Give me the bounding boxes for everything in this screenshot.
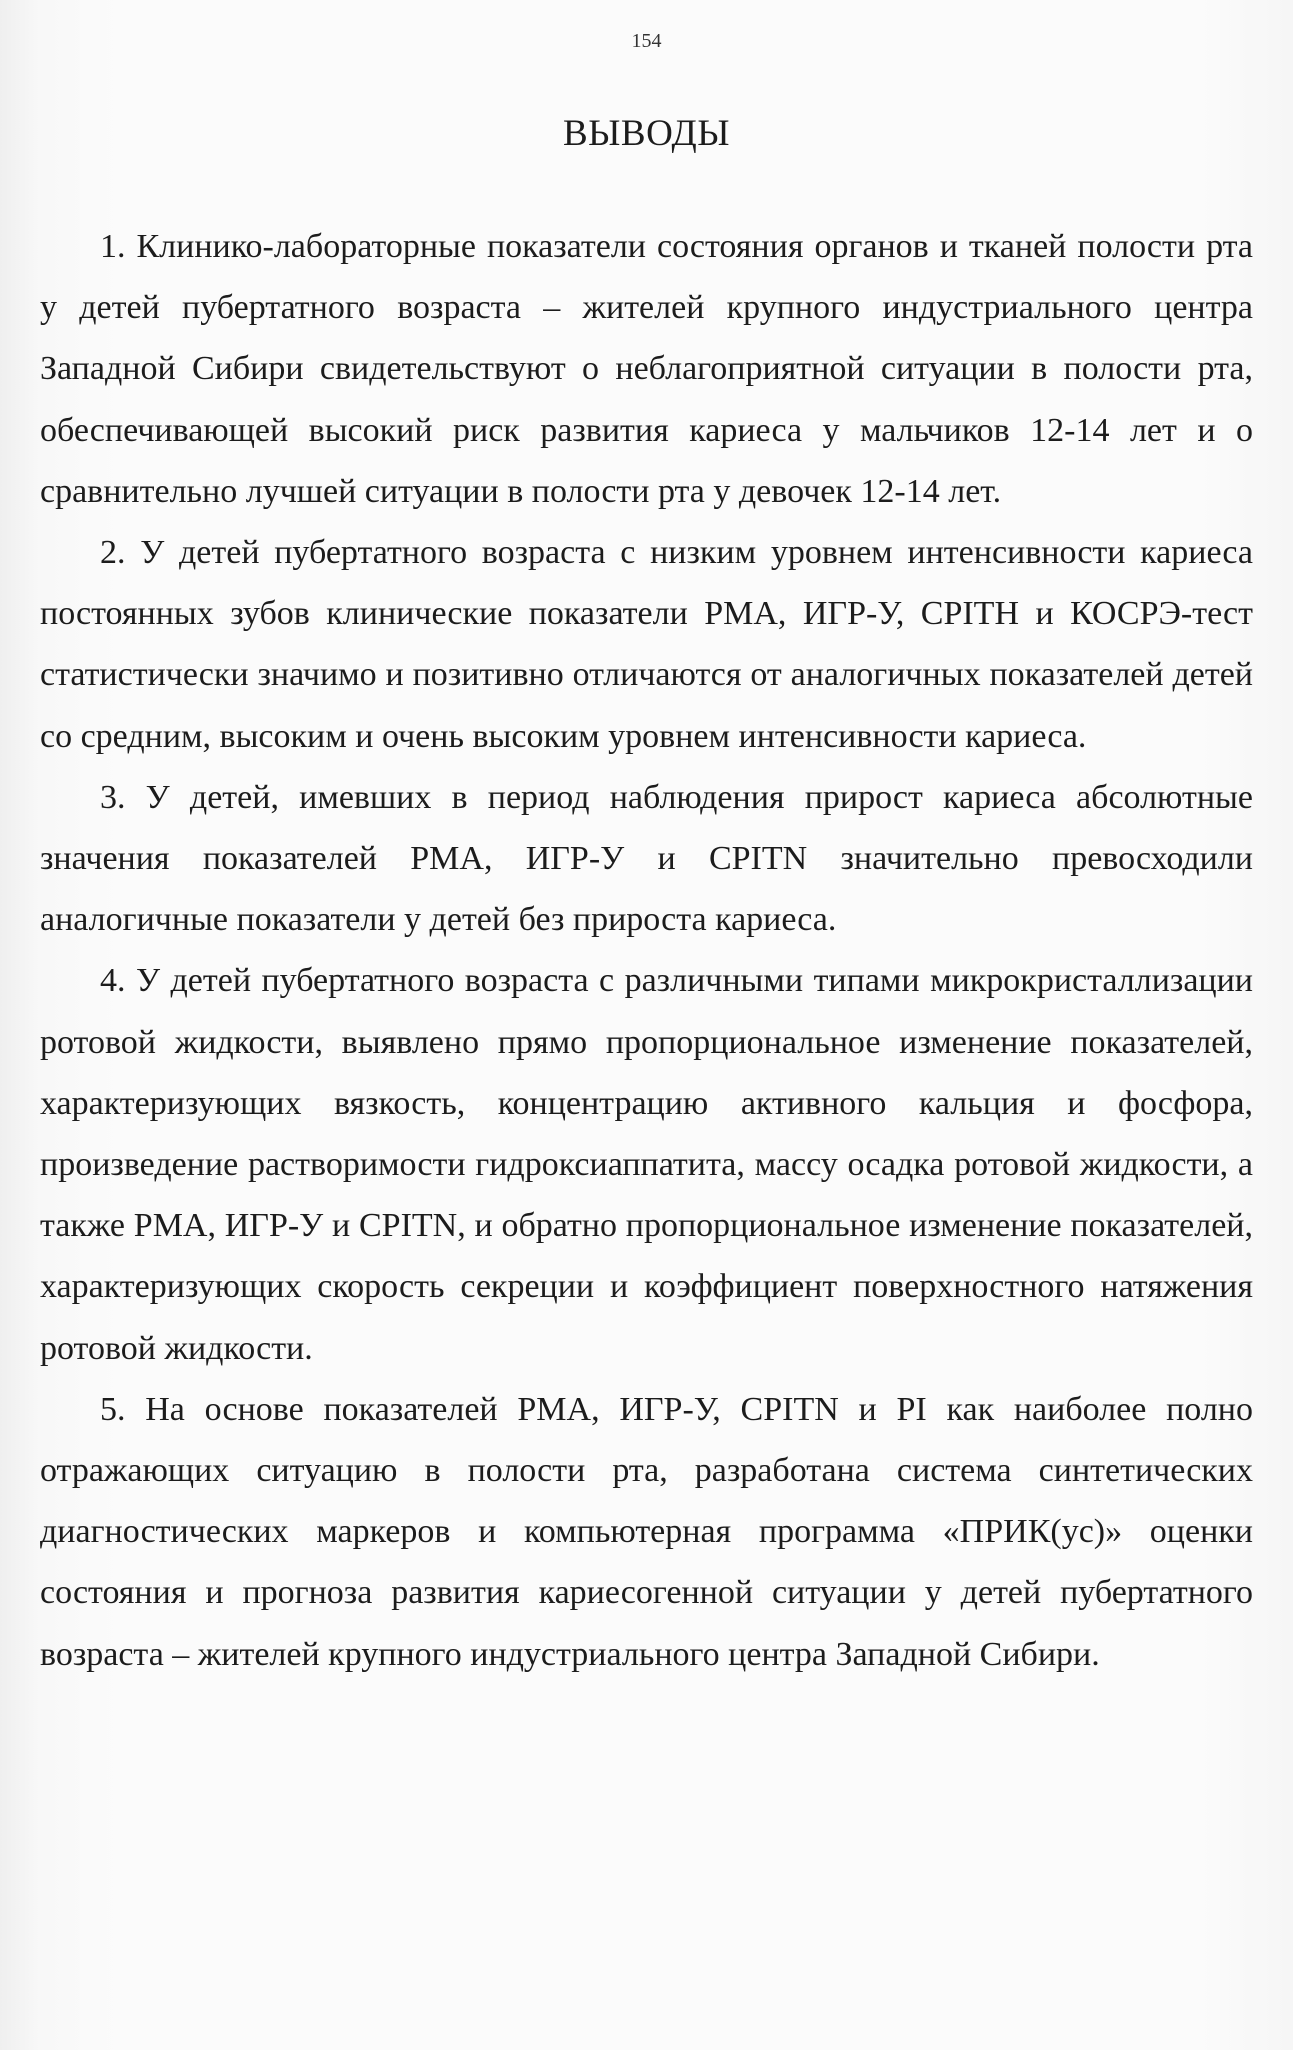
conclusion-paragraph-1: 1. Клинико-лабораторные показатели состояния органов и тканей полости рта у детей пубертатного возраста – жителей крупного индустриального центра Западной Сибири свидетельствуют о неблагоприятной ситуации в полости рта, обеспечивающей высокий риск развития кариеса у мальчиков 12-14 лет и о сравнительно лучшей ситуации в полости рта у девочек 12-14 лет.	[40, 228, 1253, 510]
conclusions-list	[40, 216, 1253, 1685]
conclusion-paragraph-2: 2. У детей пубертатного возраста с низким уровнем интенсивности кариеса постоянных зубов клинические показатели РМА, ИГР-У, CPITH и КОСРЭ-тест статистически значимо и позитивно отличаются от аналогичных показателей детей со средним, высоким и очень высоким уровнем интенсивности кариеса.	[40, 534, 1253, 755]
page-title: ВЫВОДЫ	[562, 113, 730, 154]
conclusion-paragraph-4: 4. У детей пубертатного возраста с различными типами микрокристаллизации ротовой жидкости, выявлено прямо пропорциональное изменение показателей, характеризующих вязкость, концентрацию активного кальция и фосфора, произведение растворимости гидроксиаппатита, массу осадка ротовой жидкости, а также РМА, ИГР-У и CPITN, и обратно пропорциональное изменение показателей, характеризующих скорость секреции и коэффициент поверхностного натяжения ротовой жидкости.	[40, 962, 1253, 1367]
page-number: 154	[631, 30, 662, 52]
conclusion-paragraph-5: 5. На основе показателей РМА, ИГР-У, CPITN и PI как наиболее полно отражающих ситуацию в полости рта, разработана система синтетических диагностических маркеров и компьютерная программа «ПРИК(ус)» оценки состояния и прогноза развития кариесогенной ситуации у детей пубертатного возраста – жителей крупного индустриального центра Западной Сибири.	[40, 1390, 1253, 1673]
conclusion-paragraph-3: 3. У детей, имевших в период наблюдения прирост кариеса абсолютные значения показателей РМА, ИГР-У и CPITN значительно превосходили аналогичные показатели у детей без прироста кариеса.	[40, 778, 1253, 939]
